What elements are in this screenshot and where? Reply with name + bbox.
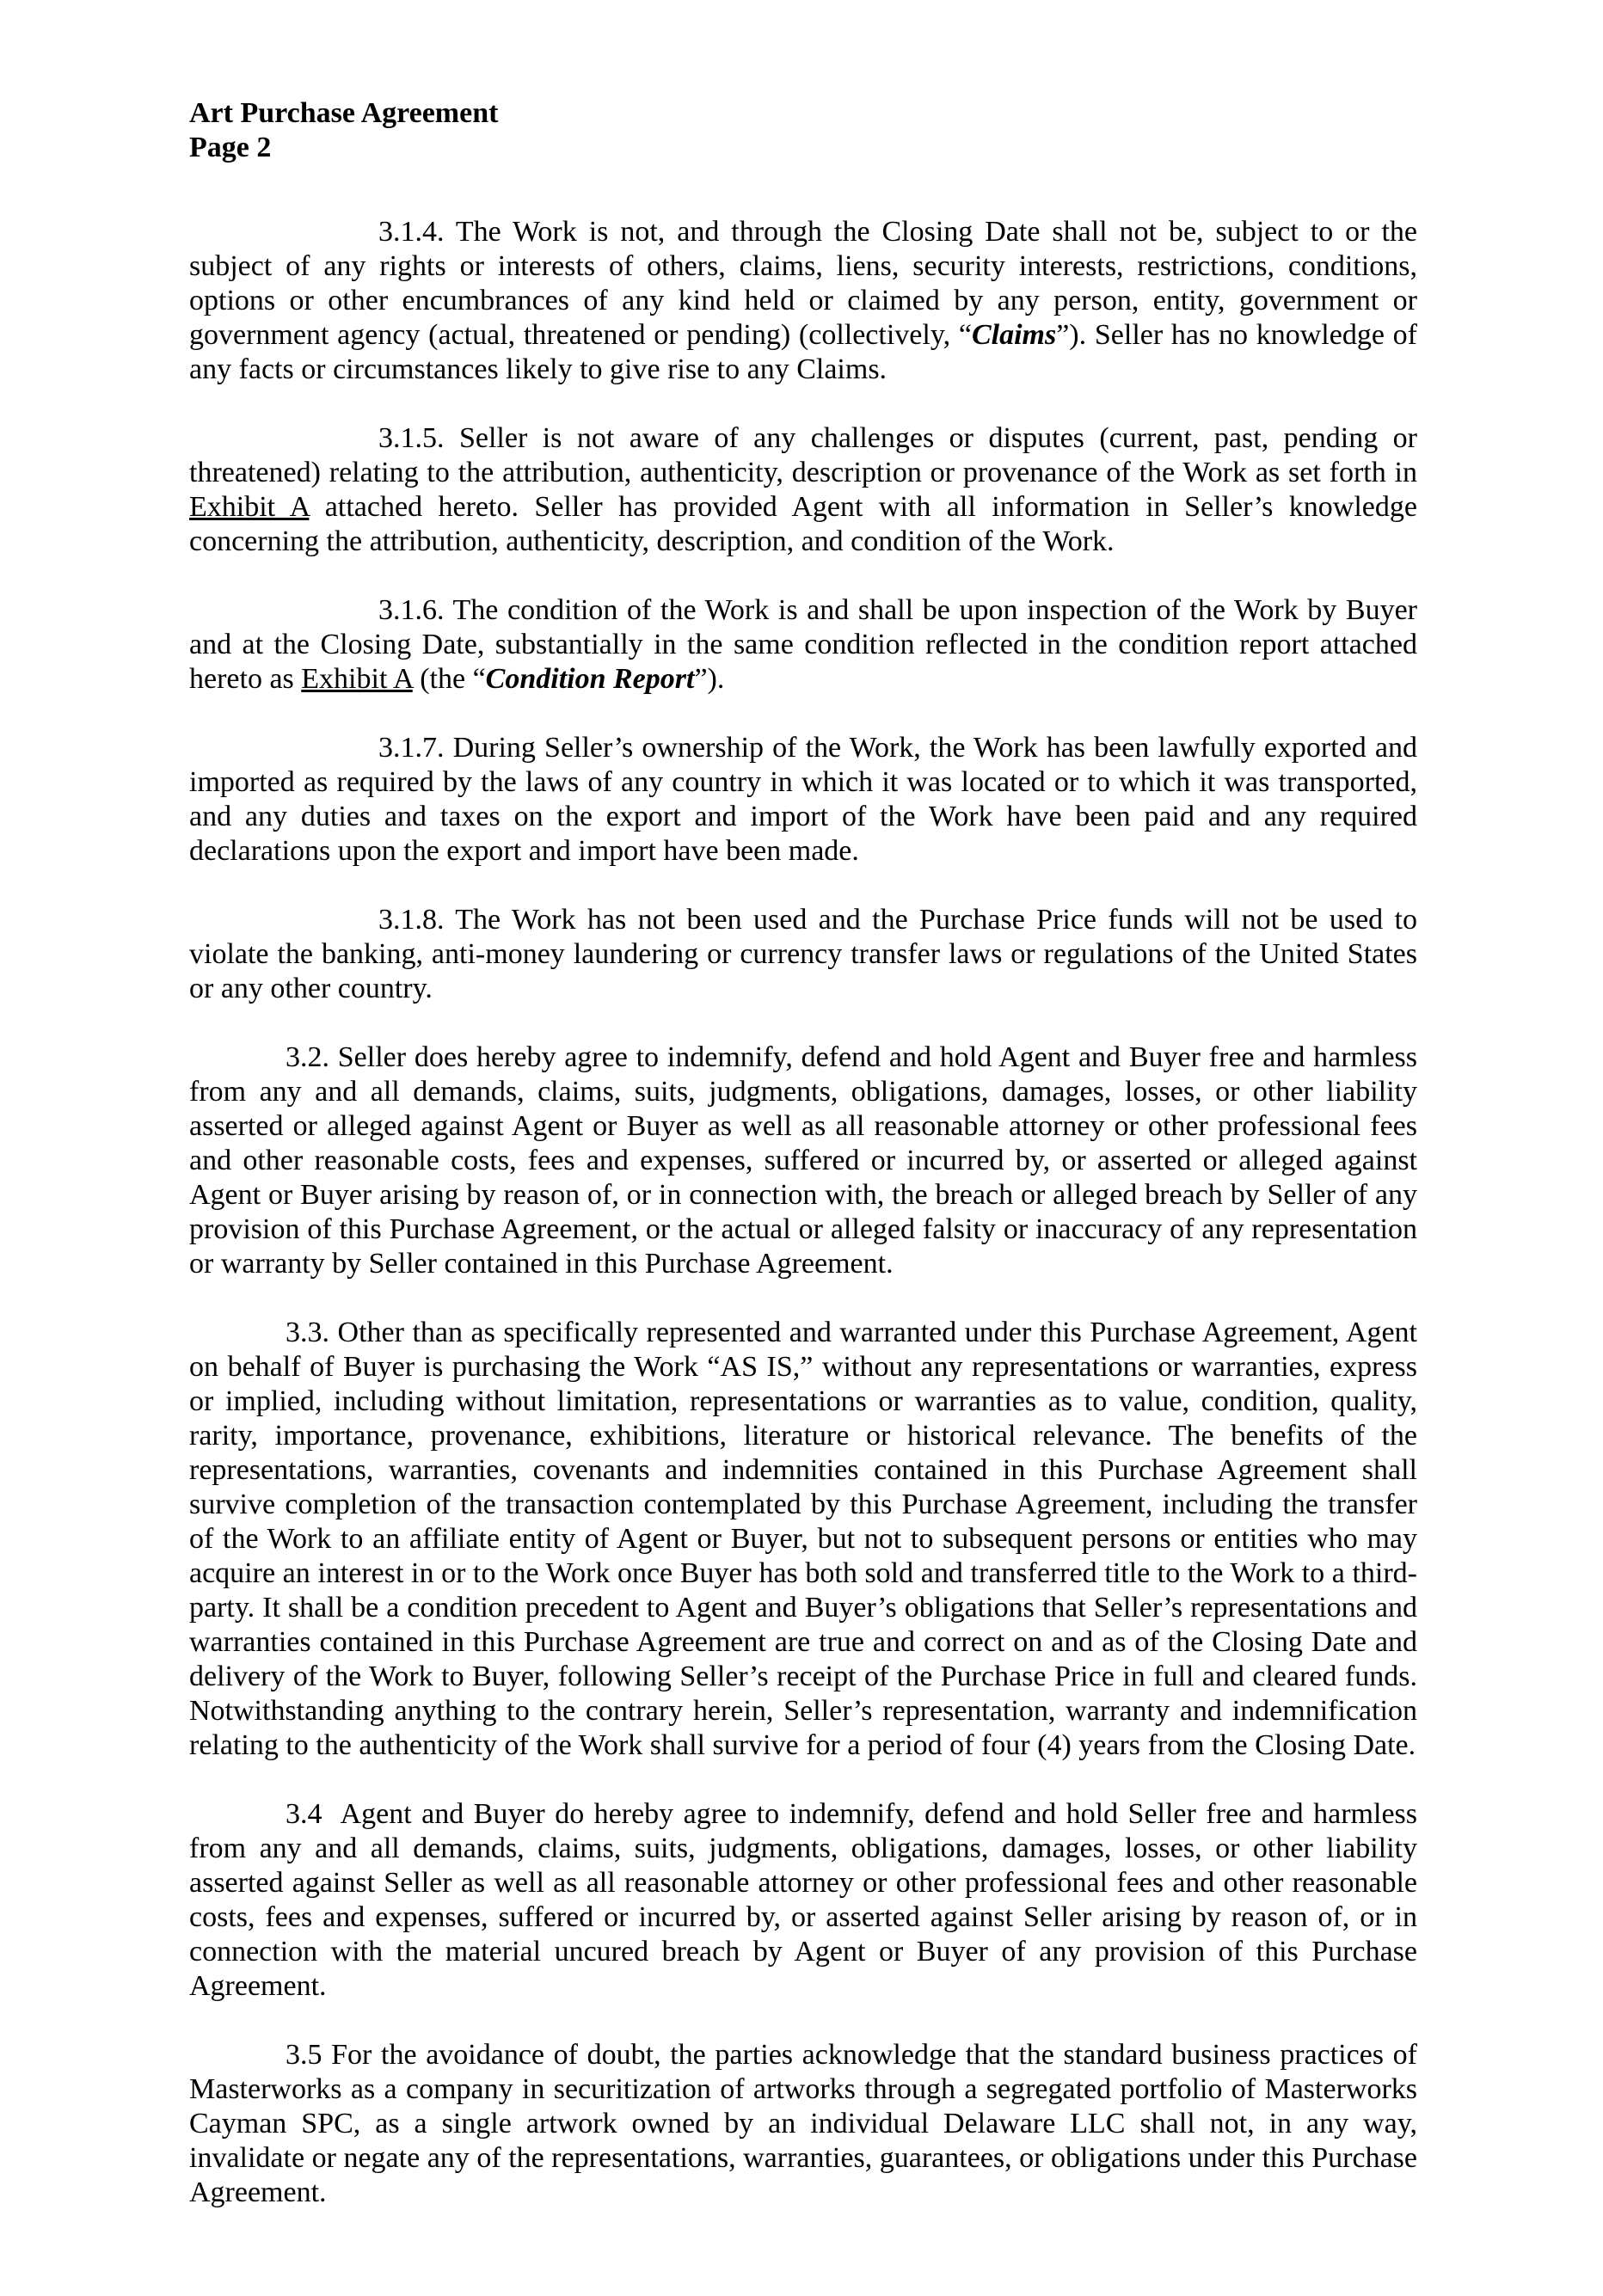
clause-3-4 bbox=[189, 1797, 1417, 2004]
text-segment: 3.1.5. Seller is not aware of any challenges or disputes (current, past, pending or threatened) relating to the attribution, authenticity, description or provenance of the Work as set forth in bbox=[189, 422, 1417, 488]
text-segment: 3.5 For the avoidance of doubt, the parties acknowledge that the standard business practices of Masterworks as a company in securitization of artworks through a segregated portfolio of Masterworks Cayman SPC, as a single artwork owned by an individual Delaware LLC shall not, in any way, invalidate or negate any of the representations, warranties, guarantees, or obligations under this Purchase Agreement. bbox=[189, 2039, 1417, 2208]
clause-3-1-4 bbox=[189, 215, 1417, 387]
text-segment: 3.2. Seller does hereby agree to indemnify, defend and hold Agent and Buyer free and harmless from any and all demands, claims, suits, judgments, obligations, damages, losses, or other liability asserted or alleged against Agent or Buyer as well as all reasonable attorney or other professional fees and other reasonable costs, fees and expenses, suffered or incurred by, or asserted or alleged against Agent or Buyer arising by reason of, or in connection with, the breach or alleged breach by Seller of any provision of this Purchase Agreement, or the actual or alleged falsity or inaccuracy of any representation or warranty by Seller contained in this Purchase Agreement. bbox=[189, 1041, 1417, 1280]
page-number: Page 2 bbox=[189, 132, 272, 163]
text-segment: 3.1.4. The Work is not, and through the Closing Date shall not be, subject to or the subject of any rights or interests of others, claims, liens, security interests, restrictions, conditions, options or other encumbrances of any kind held or claimed by any person, entity, government or government agency (actual, threatened or pending) (collectively, “ bbox=[189, 216, 1417, 351]
text-segment: ”). bbox=[694, 663, 725, 695]
text-segment: attached hereto. Seller has provided Agent with all information in Seller’s knowledge concerning the attribution, authenticity, description, and condition of the Work. bbox=[189, 491, 1417, 557]
clause-3-5 bbox=[189, 2038, 1417, 2210]
text-segment: 3.1.6. The condition of the Work is and shall be upon inspection of the Work by Buyer and at the Closing Date, substantially in the same condition reflected in the condition report attached hereto as bbox=[189, 594, 1417, 695]
text-segment: 3.4 Agent and Buyer do hereby agree to indemnify, defend and hold Seller free and harmless from any and all demands, claims, suits, judgments, obligations, damages, losses, or other liability asserted against Seller as well as all reasonable attorney or other professional fees and other reasonable costs, fees and expenses, suffered or incurred by, or asserted against Seller arising by reason of, or in connection with the material uncured breach by Agent or Buyer of any provision of this Purchase Agreement. bbox=[189, 1798, 1417, 2002]
document-body bbox=[189, 215, 1417, 2210]
clause-3-1-7 bbox=[189, 731, 1417, 869]
document-header bbox=[189, 96, 1417, 165]
text-segment: ”). Seller has no knowledge of any facts or circumstances likely to give rise to any Claims. bbox=[189, 319, 1418, 385]
text-segment: 3.1.8. The Work has not been used and the Purchase Price funds will not be used to violate the banking, anti-money laundering or currency transfer laws or regulations of the United States or any other country. bbox=[189, 904, 1417, 1004]
text-segment: 3.3. Other than as specifically represented and warranted under this Purchase Agreement, Agent on behalf of Buyer is purchasing the Work “AS IS,” without any representations or warranties, express or implied, including without limitation, representations or warranties as to value, condition, quality, rarity, importance, provenance, exhibitions, literature or historical relevance. The benefits of the representations, warranties, covenants and indemnities contained in this Purchase Agreement shall survive completion of the transaction contemplated by this Purchase Agreement, including the transfer of the Work to an affiliate entity of Agent or Buyer, but not to subsequent persons or entities who may acquire an interest in or to the Work once Buyer has both sold and transferred title to the Work to a third-party. It shall be a condition precedent to Agent and Buyer’s obligations that Seller’s representations and warranties contained in this Purchase Agreement are true and correct on and as of the Closing Date and delivery of the Work to Buyer, following Seller’s receipt of the Purchase Price in full and cleared funds. Notwithstanding anything to the contrary herein, Seller’s representation, warranty and indemnification relating to the authenticity of the Work shall survive for a period of four (4) years from the Closing Date. bbox=[189, 1317, 1417, 1761]
clause-3-1-6 bbox=[189, 593, 1417, 697]
document-title: Art Purchase Agreement bbox=[189, 97, 499, 129]
text-segment: (the “ bbox=[412, 663, 486, 695]
text-segment: Claims bbox=[971, 319, 1057, 351]
exhibit-reference: Exhibit A bbox=[301, 663, 413, 695]
text-segment: Condition Report bbox=[485, 663, 695, 695]
clause-3-1-8 bbox=[189, 903, 1417, 1006]
clause-3-1-5 bbox=[189, 421, 1417, 559]
clause-3-2 bbox=[189, 1041, 1417, 1281]
exhibit-reference: Exhibit A bbox=[189, 491, 310, 523]
clause-3-3 bbox=[189, 1316, 1417, 1763]
text-segment: 3.1.7. During Seller’s ownership of the Work, the Work has been lawfully exported and imported as required by the laws of any country in which it was located or to which it was transported, and any duties and taxes on the export and import of the Work have been paid and any required declarations upon the export and import have been made. bbox=[189, 732, 1417, 867]
